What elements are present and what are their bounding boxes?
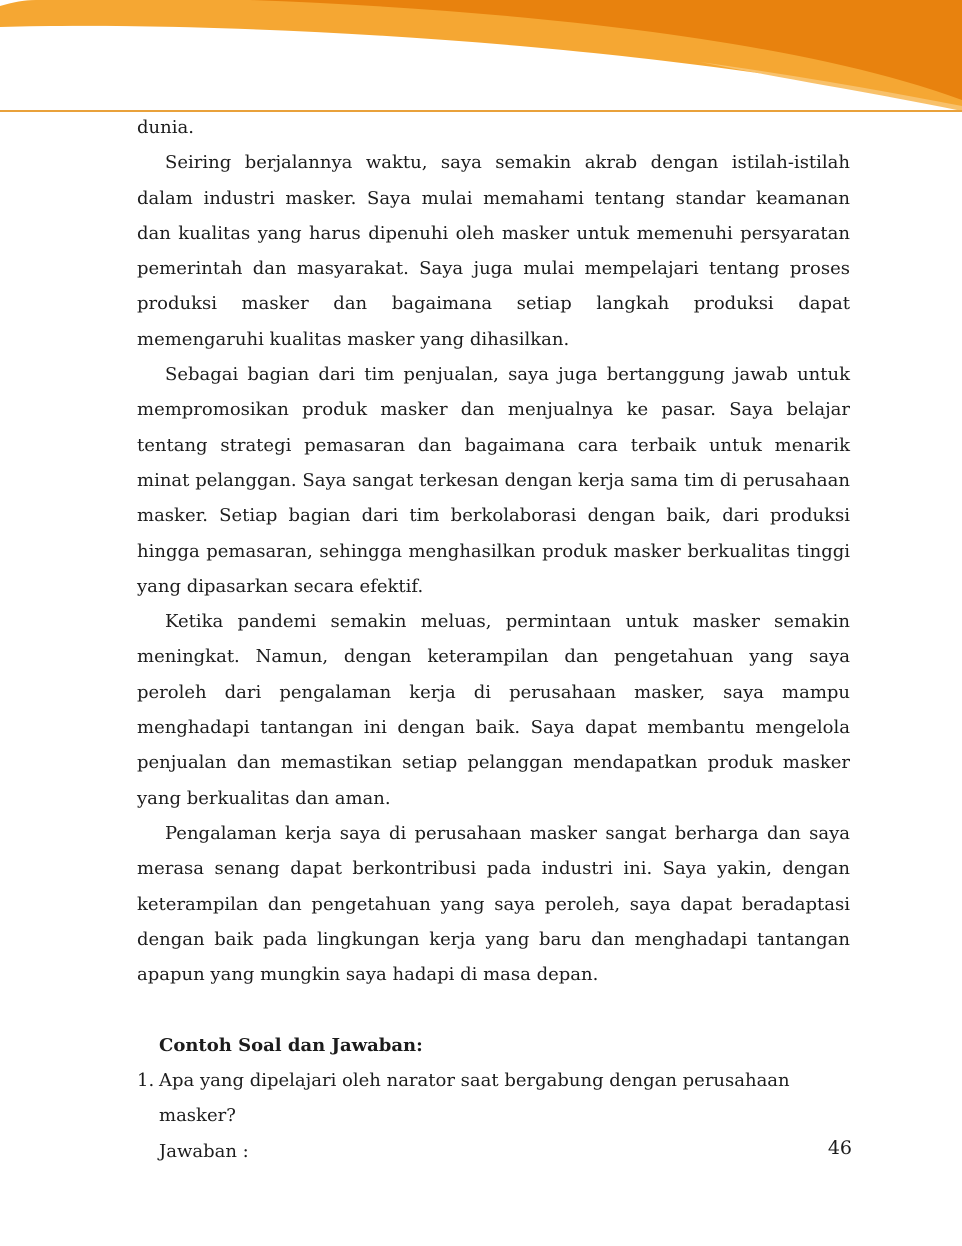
question-number: 1. — [137, 1070, 155, 1092]
paragraph-1: Seiring berjalannya waktu, saya semakin akrab dengan istilah-istilah dalam industri masker. Saya mulai memahami tentang standar keamanan dan kualitas yang harus dipenuhi oleh masker untuk memenuhi persyaratan pemerintah dan masyarakat. Saya juga mulai mempelajari tentang proses produksi masker dan bagaimana setiap langkah produksi dapat memengaruhi kualitas masker yang dihasilkan. — [137, 152, 850, 350]
paragraph-3: Ketika pandemi semakin meluas, permintaan untuk masker semakin meningkat. Namun, dengan keterampilan dan pengetahuan yang saya peroleh dari pengalaman kerja di perusahaan masker, saya mampu menghadapi tantangan ini dengan baik. Saya dapat membantu mengelola penjualan dan memastikan setiap pelanggan mendapatkan produk masker yang berkualitas dan aman. — [137, 611, 850, 809]
qa-heading: Contoh Soal dan Jawaban: — [159, 1034, 423, 1056]
question-item — [137, 1063, 850, 1134]
page-content — [137, 110, 850, 1169]
answer-label: Jawaban : — [159, 1140, 249, 1162]
paragraph-2: Sebagai bagian dari tim penjualan, saya juga bertanggung jawab untuk mempromosikan produk masker dan menjualnya ke pasar. Saya belajar tentang strategi pemasaran dan bagaimana cara terbaik untuk menarik minat pelanggan. Saya sangat terkesan dengan kerja sama tim di perusahaan masker. Setiap bagian dari tim berkolaborasi dengan baik, dari produksi hingga pemasaran, sehingga menghasilkan produk masker berkualitas tinggi yang dipasarkan secara efektif. — [137, 364, 850, 597]
paragraph-4: Pengalaman kerja saya di perusahaan masker sangat berharga dan saya merasa senang dapat berkontribusi pada industri ini. Saya yakin, dengan keterampilan dan pengetahuan yang saya peroleh, saya dapat beradaptasi dengan baik pada lingkungan kerja yang baru dan menghadapi tantangan apapun yang mungkin saya hadapi di masa depan. — [137, 822, 850, 986]
paragraph-fragment: dunia. — [137, 117, 194, 138]
page-number: 46 — [827, 1137, 852, 1159]
header-swoosh-graphic — [0, 0, 962, 113]
header-decoration — [0, 0, 962, 113]
question-text: Apa yang dipelajari oleh narator saat bergabung dengan perusahaan masker? — [159, 1070, 790, 1127]
